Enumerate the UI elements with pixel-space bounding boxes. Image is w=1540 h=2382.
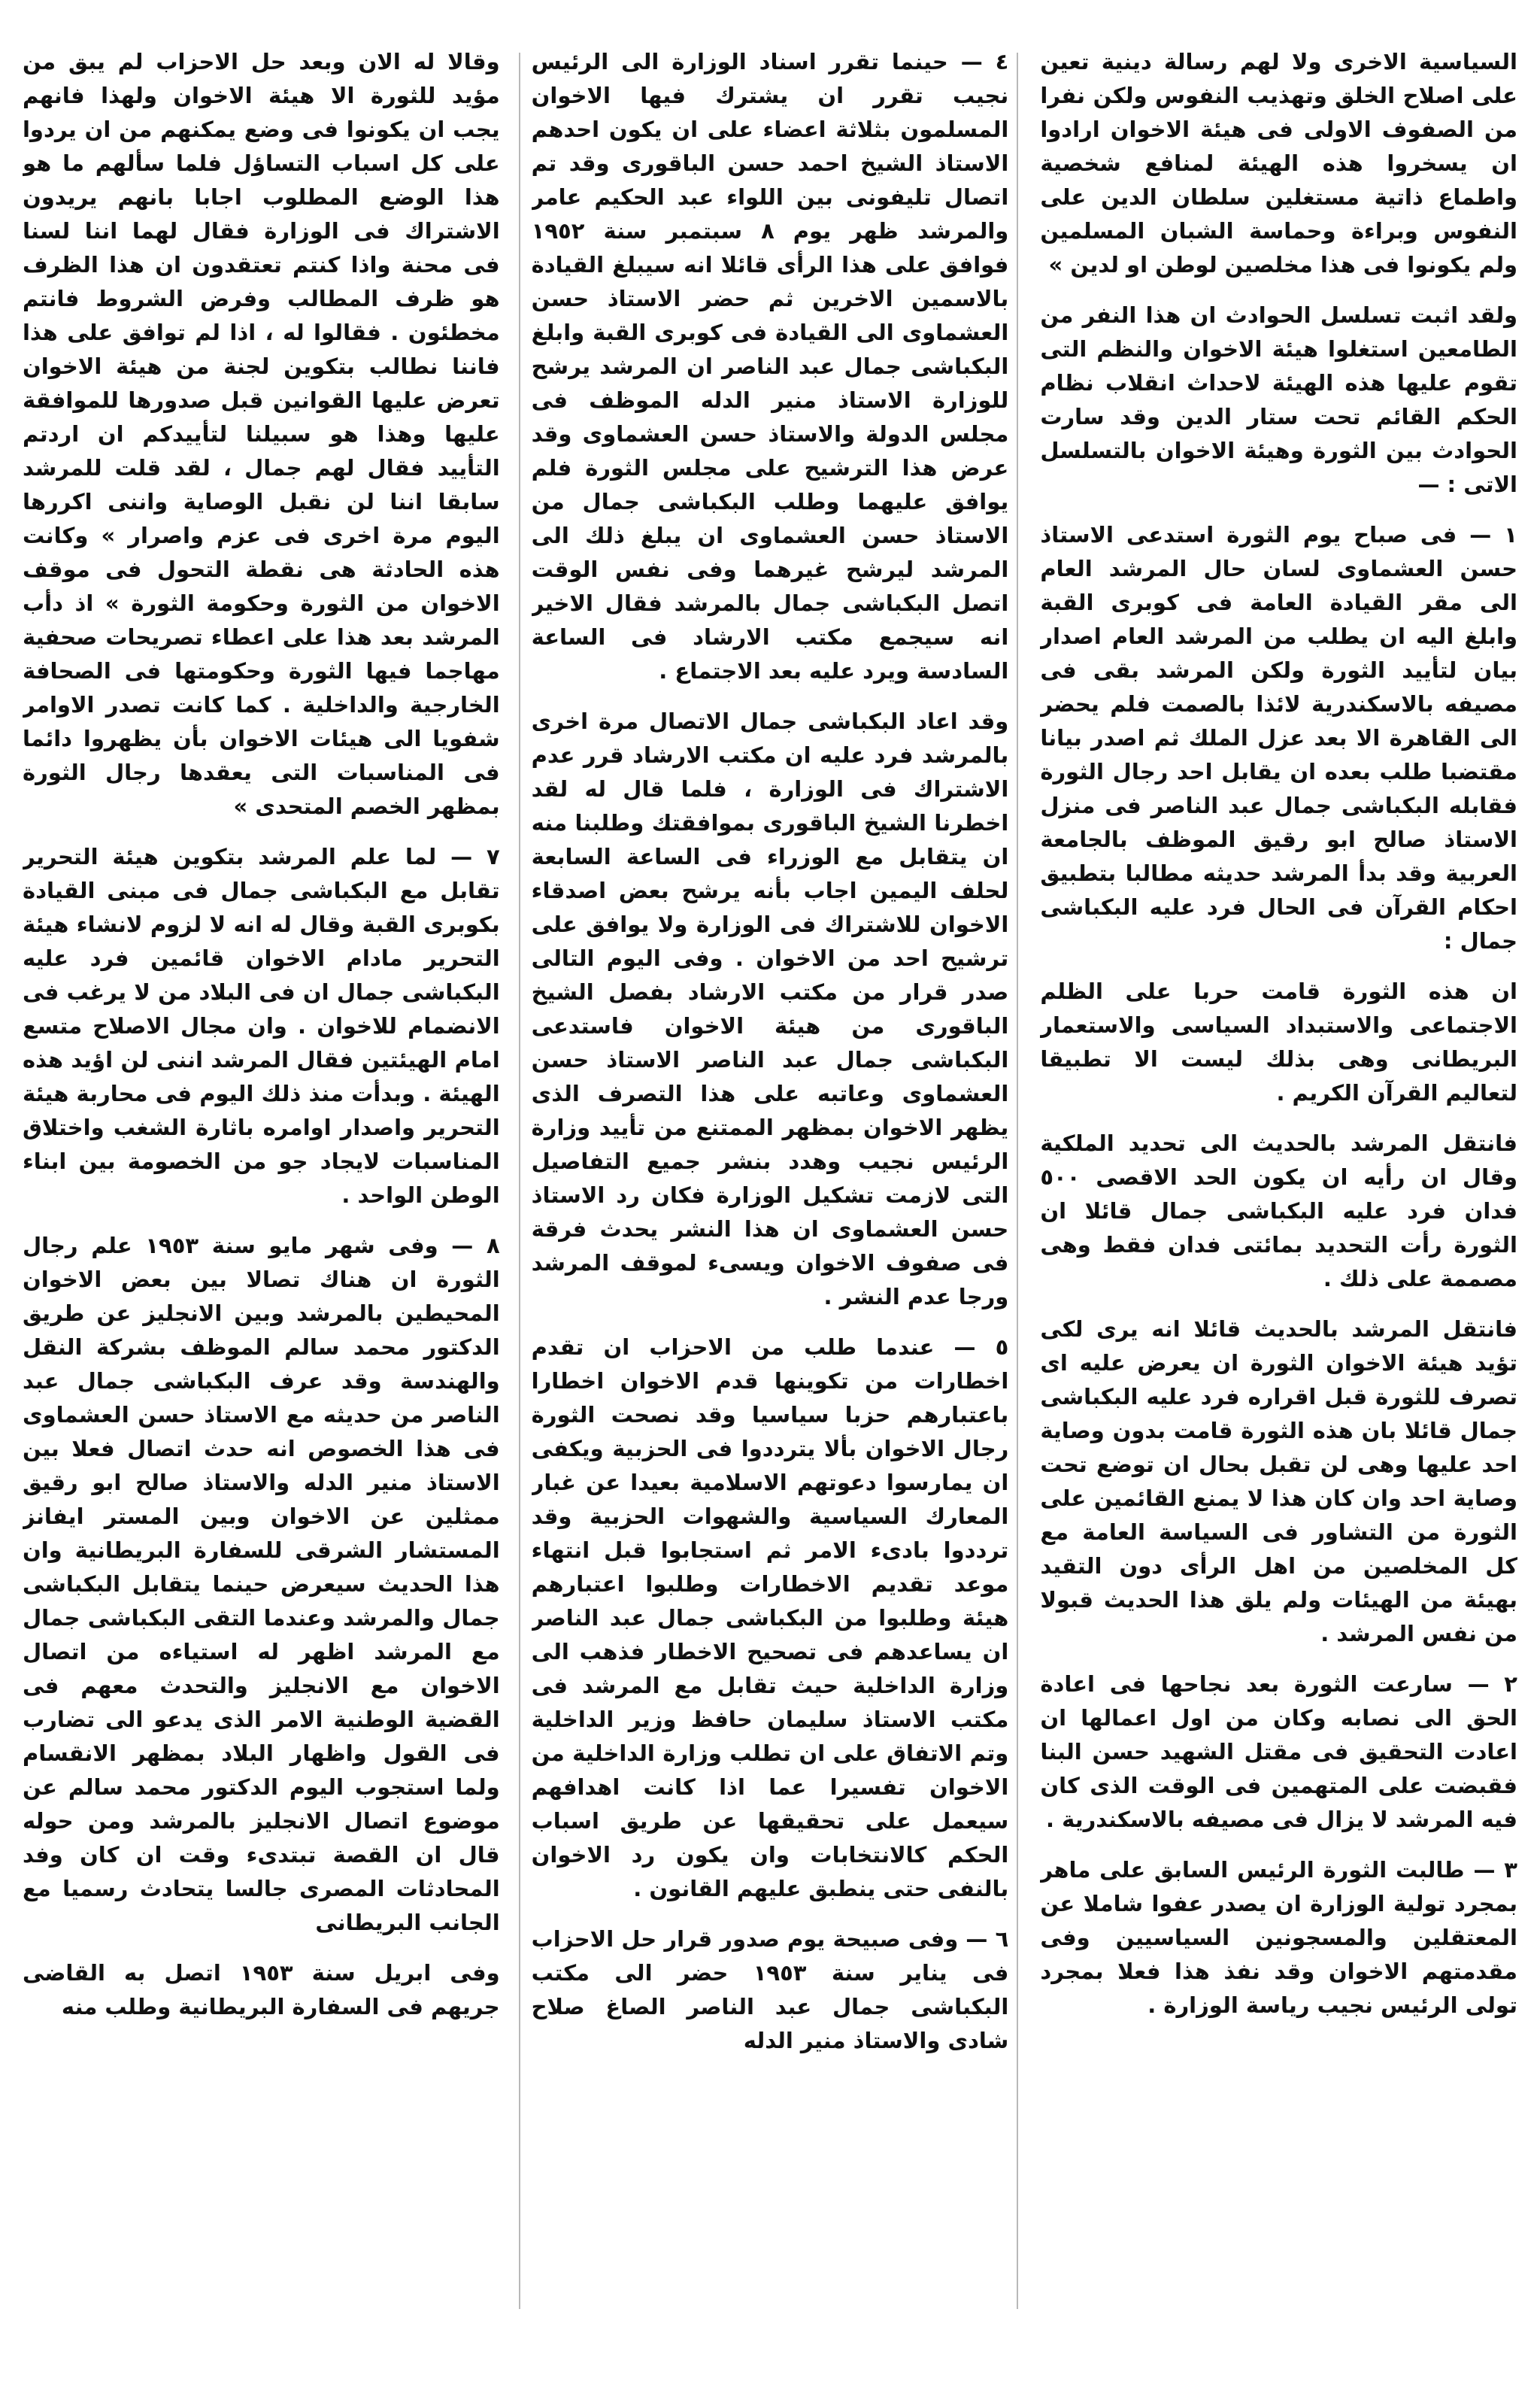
paragraph: ان هذه الثورة قامت حربا على الظلم الاجتماعى والاستبداد السياسى والاستعمار البريطانى وهى بذلك ليست الا تطبيقا لتعاليم القرآن الكريم . [1040, 979, 1517, 1106]
paragraph: وفى ابريل سنة ١٩٥٣ اتصل به القاضى جريهم فى السفارة البريطانية وطلب منه [22, 1960, 500, 2019]
paragraph: ٤ — حينما تقرر اسناد الوزارة الى الرئيس نجيب تقرر ان يشترك فيها الاخوان المسلمون بثلاثة اعضاء على ان يكون احدهم الاستاذ الشيخ احمد حسن الباقورى وقد تم اتصال تليفونى بين اللواء عبد الحكيم عامر والمرشد ظهر يوم ٨ سبتمبر سنة ١٩٥٢ فوافق على هذا الرأى قائلا انه سيبلغ القيادة بالاسمين الاخرين ثم حضر الاستاذ حسن العشماوى الى القيادة فى كوبرى القبة وابلغ البكباشى جمال عبد الناصر ان المرشد يرشح للوزارة الاستاذ منير الدله الموظف فى مجلس الدولة والاستاذ حسن العشماوى وقد عرض هذا الترشيح على مجلس الثورة فلم يوافق عليهما وطلب البكباشى جمال من الاستاذ حسن العشماوى ان يبلغ ذلك الى المرشد ليرشح غيرهما وفى نفس الوقت اتصل البكباشى جمال بالمرشد فقال الاخير انه سيجمع مكتب الارشاد فى الساعة السادسة ويرد عليه بعد الاجتماع . [531, 49, 1009, 684]
paragraph: ولقد اثبت تسلسل الحوادث ان هذا النفر من الطامعين استغلوا هيئة الاخوان والنظم التى تقوم عليها هذه الهيئة لاحداث انقلاب نظام الحكم القائم تحت ستار الدين وقد سارت الحوادث بين الثورة وهيئة الاخوان بالتسلسل الاتى : — [1040, 302, 1517, 497]
paragraph: ٣ — طالبت الثورة الرئيس السابق على ماهر بمجرد تولية الوزارة ان يصدر عفوا شاملا عن المعتقلين والمسجونين السياسيين وفى مقدمتهم الاخوان وقد نفذ هذا فعلا بمجرد تولى الرئيس نجيب رياسة الوزارة . [1040, 1857, 1517, 2018]
paragraph: وقالا له الان وبعد حل الاحزاب لم يبق من مؤيد للثورة الا هيئة الاخوان ولهذا فانهم يجب ان يكونوا فى وضع يمكنهم من ان يردوا على كل اسباب التساؤل فلما سألهم ما هو هذا الوضع المطلوب اجابا بانهم يريدون الاشتراك فى الوزارة فقال لهما اننا لسنا فى محنة واذا كنتم تعتقدون ان هذا الظرف هو ظرف المطالب وفرض الشروط فانتم مخطئون . فقالوا له ، اذا لم توافق على هذا فاننا نطالب بتكوين لجنة من هيئة الاخوان تعرض عليها القوانين قبل صدورها للموافقة عليها وهذا هو سبيلنا لتأييدكم ان اردتم التأييد فقال لهم جمال ، لقد قلت للمرشد سابقا اننا لن نقبل الوصاية واننى اكررها اليوم مرة اخرى فى عزم واصرار » وكانت هذه الحادثة هى نقطة التحول فى موقف الاخوان من الثورة وحكومة الثورة » اذ دأب المرشد بعد هذا على اعطاء تصريحات صحفية مهاجما فيها الثورة وحكومتها فى الصحافة الخارجية والداخلية . كما كانت تصدر الاوامر شفويا الى هيئات الاخوان بأن يظهروا دائما فى المناسبات التى يعقدها رجال الثورة بمظهر الخصم المتحدى » [22, 49, 500, 819]
paragraph: فانتقل المرشد بالحديث قائلا انه يرى لكى تؤيد هيئة الاخوان الثورة ان يعرض عليه اى تصرف للثورة قبل اقراره فرد عليه البكباشى جمال قائلا بان هذه الثورة قامت بدون وصاية احد عليها وهى لن تقبل بحال ان توضع تحت وصاية احد وان كان هذا لا يمنع القائمين على الثورة من التشاور فى السياسة العامة مع كل المخلصين من اهل الرأى دون التقيد بهيئة من الهيئات ولم يلق هذا الحديث قبولا من نفس المرشد . [1040, 1316, 1517, 1646]
paragraph: وقد اعاد البكباشى جمال الاتصال مرة اخرى بالمرشد فرد عليه ان مكتب الارشاد قرر عدم الاشتراك فى الوزارة ، فلما قال له لقد اخطرنا الشيخ الباقورى بموافقتك وطلبنا منه ان يتقابل مع الوزراء فى الساعة السابعة لحلف اليمين اجاب بأنه يرشح بعض اصدقاء الاخوان للاشتراك فى الوزارة ولا يوافق على ترشيح احد من الاخوان . وفى اليوم التالى صدر قرار من مكتب الارشاد بفصل الشيخ الباقورى من هيئة الاخوان فاستدعى البكباشى جمال عبد الناصر الاستاذ حسن العشماوى وعاتبه على هذا التصرف الذى يظهر الاخوان بمظهر الممتنع من تأييد وزارة الرئيس نجيب وهدد بنشر جميع التفاصيل التى لازمت تشكيل الوزارة فكان رد الاستاذ حسن العشماوى ان هذا النشر يحدث فرقة فى صفوف الاخوان ويسىء لموقف المرشد ورجا عدم النشر . [531, 709, 1009, 1309]
paragraph: ٨ — وفى شهر مايو سنة ١٩٥٣ علم رجال الثورة ان هناك تصالا بين بعض الاخوان المحيطين بالمرشد وبين الانجليز عن طريق الدكتور محمد سالم الموظف بشركة النقل والهندسة وقد عرف البكباشى جمال عبد الناصر من حديثه مع الاستاذ حسن العشماوى فى هذا الخصوص انه حدث اتصال فعلا بين الاستاذ منير الدله والاستاذ صالح ابو رقيق ممثلين عن الاخوان وبين المستر ايفانز المستشار الشرقى للسفارة البريطانية وان هذا الحديث سيعرض حينما يتقابل البكباشى جمال والمرشد وعندما التقى البكباشى جمال مع المرشد اظهر له استياءه من اتصال الاخوان مع الانجليز والتحدث معهم فى القضية الوطنية الامر الذى يدعو الى تضارب فى القول واظهار البلاد بمظهر الانقسام ولما استجوب اليوم الدكتور محمد سالم عن موضوع اتصال الانجليز بالمرشد ومن حوله قال ان القصة تبتدىء وقت ان كان وفد المحادثات المصرى جالسا يتحادث رسميا مع الجانب البريطانى [22, 1233, 500, 1935]
paragraph: ٢ — سارعت الثورة بعد نجاحها فى اعادة الحق الى نصابه وكان من اول اعمالها ان اعادت التحقيق فى مقتل الشهيد حسن البنا فقبضت على المتهمين فى الوقت الذى كان فيه المرشد لا يزال فى مصيفه بالاسكندرية . [1040, 1671, 1517, 1832]
newspaper-page [23, 45, 1517, 2354]
column-middle [532, 45, 1009, 2354]
paragraph: ١ — فى صباح يوم الثورة استدعى الاستاذ حسن العشماوى لسان حال المرشد العام الى مقر القيادة العامة فى كوبرى القبة وابلغ اليه ان يطلب من المرشد العام اصدار بيان لتأييد الثورة ولكن المرشد بقى فى مصيفه بالاسكندرية لائذا بالصمت فلم يحضر الى القاهرة الا بعد عزل الملك ثم اصدر بيانا مقتضبا طلب بعده ان يقابل احد رجال الثورة فقابله البكباشى جمال عبد الناصر فى منزل الاستاذ صالح ابو رقيق الموظف بالجامعة العربية وقد بدأ المرشد حديثه مطالبا بتطبيق احكام القرآن فى الحال فرد عليه البكباشى جمال : [1040, 522, 1517, 954]
column-left [23, 45, 500, 2354]
paragraph: ٧ — لما علم المرشد بتكوين هيئة التحرير تقابل مع البكباشى جمال فى مبنى القيادة بكوبرى القبة وقال له انه لا لزوم لانشاء هيئة التحرير مادام الاخوان قائمين فرد عليه البكباشى جمال ان فى البلاد من لا يرغب فى الانضمام للاخوان . وان مجال الاصلاح متسع امام الهيئتين فقال المرشد اننى لن اؤيد هذه الهيئة . وبدأت منذ ذلك اليوم فى محاربة هيئة التحرير واصدار اوامره باثارة الشغب واختلاق المناسبات لايجاد جو من الخصومة بين ابناء الوطن الواحد . [22, 844, 500, 1208]
paragraph: ٥ — عندما طلب من الاحزاب ان تقدم اخطارات من تكوينها قدم الاخوان اخطارا باعتبارهم حزبا سياسيا وقد نصحت الثورة رجال الاخوان بألا يترددوا فى الحزبية ويكفى ان يمارسوا دعوتهم الاسلامية بعيدا عن غبار المعارك السياسية والشهوات الحزبية وقد ترددوا بادىء الامر ثم استجابوا قبل انتهاء موعد تقديم الاخطارات وطلبوا اعتبارهم هيئة وطلبوا من البكباشى جمال عبد الناصر ان يساعدهم فى تصحيح الاخطار فذهب الى وزارة الداخلية حيث تقابل مع المرشد فى مكتب الاستاذ سليمان حافظ وزير الداخلية وتم الاتفاق على ان تطلب وزارة الداخلية من الاخوان تفسيرا عما اذا كانت اهدافهم سيعمل على تحقيقها عن طريق اسباب الحكم كالانتخابات وان يكون رد الاخوان بالنفى حتى ينطبق عليهم القانون . [531, 1334, 1009, 1901]
column-right [1040, 45, 1517, 2354]
paragraph: السياسية الاخرى ولا لهم رسالة دينية تعين على اصلاح الخلق وتهذيب النفوس ولكن نفرا من الصفوف الاولى فى هيئة الاخوان ارادوا ان يسخروا هذه الهيئة لمنافع شخصية واطماع ذاتية مستغلين سلطان الدين على النفوس وبراءة وحماسة الشبان المسلمين ولم يكونوا فى هذا مخلصين لوطن او لدين » [1040, 49, 1517, 278]
paragraph: ٦ — وفى صبيحة يوم صدور قرار حل الاحزاب فى يناير سنة ١٩٥٣ حضر الى مكتب البكباشى جمال عبد الناصر الصاغ صلاح شادى والاستاذ منير الدله [531, 1926, 1009, 2053]
paragraph: فانتقل المرشد بالحديث الى تحديد الملكية وقال ان رأيه ان يكون الحد الاقصى ٥٠٠ فدان فرد عليه البكباشى جمال قائلا ان الثورة رأت التحديد بمائتى فدان فقط وهى مصممة على ذلك . [1040, 1130, 1517, 1291]
